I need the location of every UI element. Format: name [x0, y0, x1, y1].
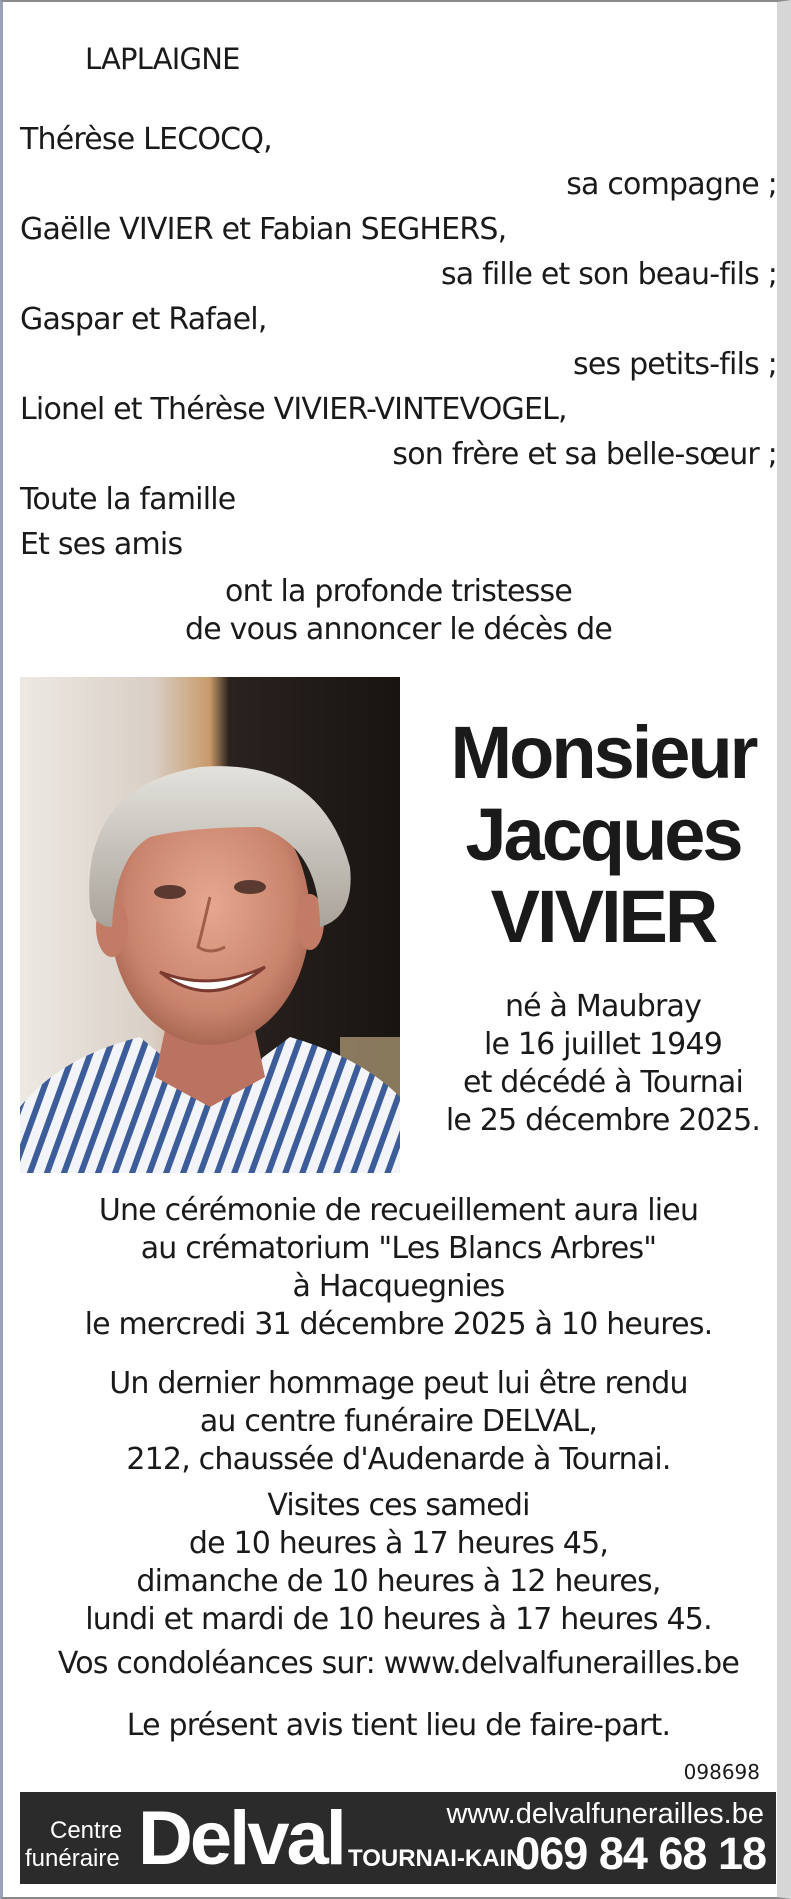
- date-line-3: et décédé à Tournai: [462, 1065, 744, 1100]
- ceremony-line-2: au crématorium "Les Blancs Arbres": [140, 1231, 657, 1266]
- ceremony-line-1: Une cérémonie de recueillement aura lieu: [98, 1193, 699, 1228]
- family-relation-4: son frère et sa belle-sœur ;: [392, 437, 777, 472]
- deceased-title: Monsieur: [450, 711, 756, 794]
- funeral-home-banner: [20, 1792, 776, 1884]
- announce-line-1: ont la profonde tristesse: [225, 574, 572, 609]
- extra-line-1: Toute la famille: [20, 482, 236, 517]
- date-line-4: le 25 décembre 2025.: [445, 1103, 761, 1138]
- ceremony-line-3: à Hacquegnies: [292, 1269, 505, 1304]
- date-line-2: le 16 juillet 1949: [483, 1027, 723, 1062]
- date-line-1: né à Maubray: [504, 989, 702, 1024]
- ceremony-line-4: le mercredi 31 décembre 2025 à 10 heures.: [84, 1307, 713, 1342]
- homage-line-3: 212, chaussée d'Audenarde à Tournai.: [126, 1442, 671, 1477]
- family-relation-3: ses petits-fils ;: [573, 347, 777, 382]
- family-relation-1: sa compagne ;: [566, 167, 777, 202]
- banner-phone: 069 84 68 18: [515, 1828, 766, 1879]
- visits-line-3: dimanche de 10 heures à 12 heures,: [136, 1564, 661, 1599]
- family-relation-2: sa fille et son beau-fils ;: [440, 257, 777, 292]
- condolences-line: Vos condoléances sur: www.delvalfunerailles.be: [57, 1646, 740, 1681]
- visits-line-4: lundi et mardi de 10 heures à 17 heures 45.: [85, 1602, 712, 1637]
- family-name-4: Lionel et Thérèse VIVIER-VINTEVOGEL,: [20, 392, 567, 427]
- notice-header: LAPLAIGNE: [85, 42, 240, 76]
- banner-brand: Delval: [138, 1796, 344, 1881]
- family-name-2: Gaëlle VIVIER et Fabian SEGHERS,: [20, 212, 507, 247]
- faire-part-line: Le présent avis tient lieu de faire-part.: [126, 1708, 671, 1743]
- family-name-1: Thérèse LECOCQ,: [20, 122, 272, 157]
- banner-website: www.delvalfunerailles.be: [446, 1798, 764, 1830]
- deceased-first-name: Jacques: [465, 793, 741, 876]
- visits-line-1: Visites ces samedi: [267, 1488, 530, 1523]
- deceased-last-name: VIVIER: [490, 875, 716, 958]
- announce-line-2: de vous annoncer le décès de: [185, 612, 612, 647]
- homage-line-2: au centre funéraire DELVAL,: [199, 1404, 598, 1439]
- extra-line-2: Et ses amis: [20, 527, 183, 562]
- reference-number: 098698: [683, 1760, 760, 1784]
- homage-line-1: Un dernier hommage peut lui être rendu: [109, 1366, 688, 1401]
- banner-funeraire: funéraire: [25, 1845, 120, 1872]
- family-name-3: Gaspar et Rafael,: [20, 302, 267, 337]
- visits-line-2: de 10 heures à 17 heures 45,: [188, 1526, 609, 1561]
- banner-city: TOURNAI-KAIN: [348, 1845, 524, 1872]
- portrait-icon: [20, 677, 400, 1173]
- portrait-photo: [20, 677, 400, 1173]
- banner-centre: Centre: [50, 1817, 123, 1844]
